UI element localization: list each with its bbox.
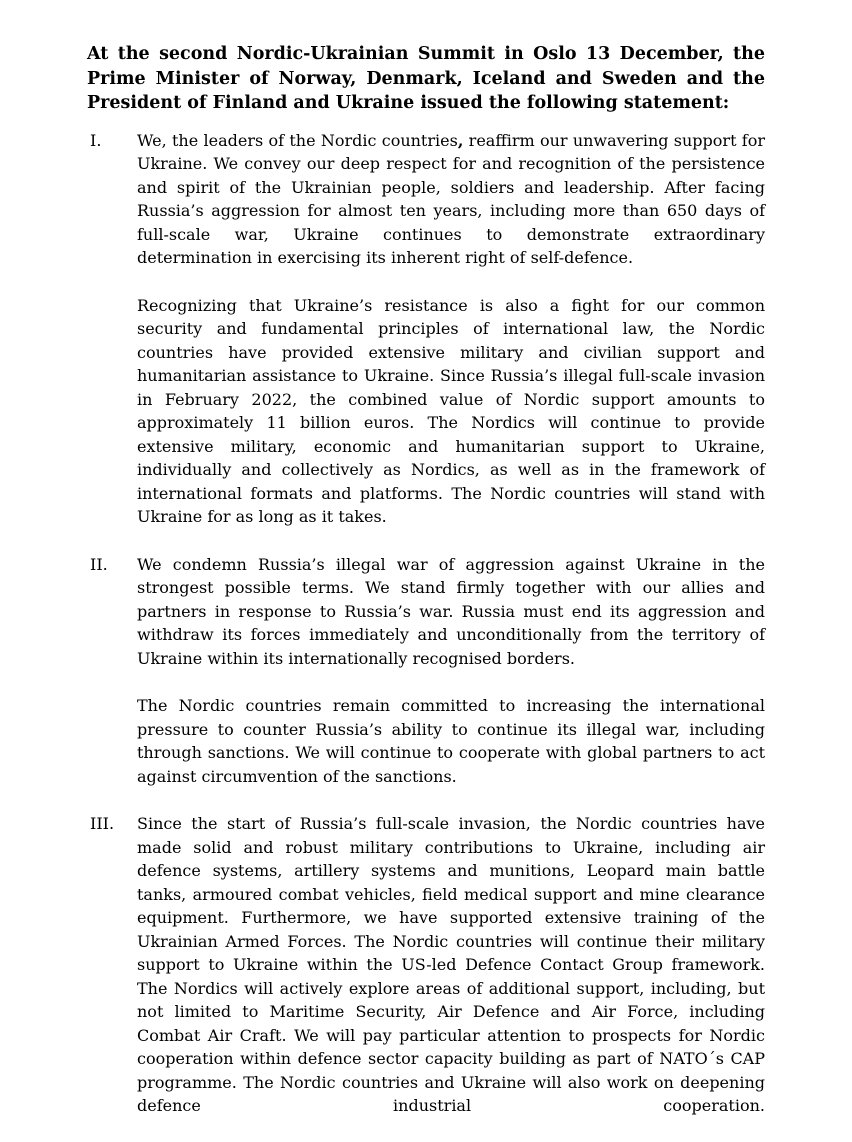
statement-paragraph — [137, 694, 765, 788]
statement-list — [87, 129, 765, 1142]
statement-item — [87, 129, 765, 553]
text-segment: The Nordic countries remain committed to increasing the international pressure to counter Russia’s ability to continue its illegal war, including through sanctions. We will continue to cooperate with global partners to act against circumvention of the sanctions. — [137, 696, 765, 786]
statement-paragraph — [137, 294, 765, 529]
statement-item — [87, 553, 765, 813]
text-segment: Recognizing that Ukraine’s resistance is also a fight for our common security and fundamental principles of international law, the Nordic countries have provided extensive military and civilian support and humanitarian assistance to Ukraine. Since Russia’s illegal full-scale invasion in February 2022, the combined value of Nordic support amounts to approximately 11 billion euros. The Nordics will continue to provide extensive military, economic and humanitarian support to Ukraine, individually and collectively as Nordics, as well as in the framework of international formats and platforms. The Nordic countries will stand with Ukraine for as long as it takes. — [137, 295, 765, 526]
item-body — [137, 553, 765, 813]
text-segment: We condemn Russia’s illegal war of aggression against Ukraine in the strongest possible terms. We stand firmly together with our allies and partners in response to Russia’s war. Russia must end its aggression and withdraw its forces immediately and unconditionally from the territory of Ukraine within its internationally recognised borders. — [137, 554, 765, 668]
item-numeral: I. — [90, 130, 102, 150]
statement-header: At the second Nordic-Ukrainian Summit in Oslo 13 December, the Prime Minister of Norway, Denmark, Iceland and Sweden and the President of Finland and Ukraine issued the following statement: — [87, 44, 765, 113]
item-body — [137, 129, 765, 553]
statement-paragraph — [137, 129, 765, 270]
item-numeral: II. — [90, 554, 108, 574]
text-segment: Since the start of Russia’s full-scale invasion, the Nordic countries have made solid and robust military contributions to Ukraine, including air defence systems, artillery systems and munitions, Leopard main battle tanks, armoured combat vehicles, field medical support and mine clearance equipment. Furthermore, we have supported extensive training of the Ukrainian Armed Forces. The Nordic countries will continue their military support to Ukraine within the US-led Defence Contact Group framework. The Nordics will actively explore areas of additional support, including, but not limited to Maritime Security, Air Defence and Air Force, including Combat Air Craft. We will pay particular attention to prospects for Nordic cooperation within defence sector capacity building as part of NATO´s CAP programme. The Nordic countries and Ukraine will also work on deepening defence industrial cooperation. — [137, 814, 765, 1115]
text-segment: , — [457, 130, 464, 150]
item-numeral: III. — [90, 814, 115, 833]
text-segment: We, the leaders of the Nordic countries — [137, 130, 458, 150]
statement-item — [87, 812, 765, 1142]
statement-paragraph — [137, 812, 765, 1118]
item-body — [137, 812, 765, 1142]
statement-paragraph — [137, 553, 765, 671]
text-segment: reaffirm our unwavering support for Ukraine. We convey our deep respect for and recognition of the persistence and spirit of the Ukrainian people, soldiers and leadership. After facing Russia’s aggression for almost ten years, including more than 650 days of full-scale war, Ukraine continues to demonstrate extraordinary determination in exercising its inherent right of self-defence. — [137, 130, 765, 267]
